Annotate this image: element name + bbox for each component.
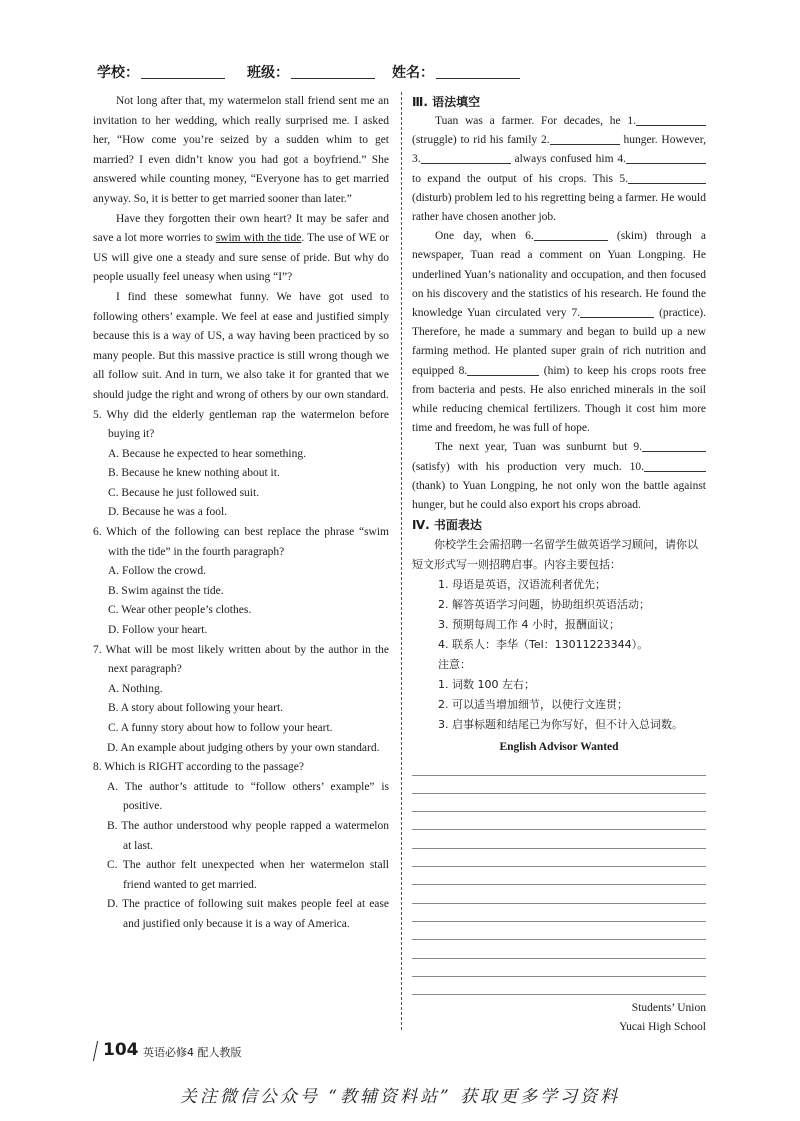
requirement-item: 2. 解答英语学习问题，协助组织英语活动； <box>438 598 650 612</box>
answer-option[interactable]: B. Swim against the tide. <box>108 584 224 597</box>
blank-7[interactable] <box>580 305 654 318</box>
school-label: 学校： <box>97 65 139 81</box>
answer-option[interactable]: D. Follow your heart. <box>108 624 208 637</box>
question-5 <box>93 406 389 524</box>
answer-option[interactable]: A. The author’s attitude to “follow others’ example” is positive. <box>107 780 389 813</box>
text-span: Tuan was a farmer. For decades, he 1. <box>435 115 636 127</box>
answer-option[interactable]: A. Nothing. <box>108 682 163 695</box>
grammar-paragraph <box>412 227 706 438</box>
answer-option[interactable]: C. Wear other people’s clothes. <box>108 604 252 617</box>
answer-option[interactable]: D. The practice of following suit makes people feel at ease and justified only because it is a way of America. <box>107 898 389 930</box>
note-item: 2. 可以适当增加细节，以使行文连贯； <box>438 698 628 712</box>
text-span: hunger. However, 3. <box>412 134 706 166</box>
answer-option[interactable]: C. Because he just followed suit. <box>108 486 260 499</box>
writing-line[interactable] <box>412 959 706 977</box>
name-label: 姓名： <box>392 65 434 81</box>
writing-line[interactable] <box>412 830 706 848</box>
question-8 <box>93 758 389 934</box>
book-title: 英语必修4 配人教版 <box>143 1046 242 1059</box>
section-title-grammar: Ⅲ. 语法填空 <box>412 95 481 109</box>
writing-line[interactable] <box>412 757 706 775</box>
writing-line[interactable] <box>412 904 706 922</box>
text-span: (thank) to Yuan Longping, he not only won the battle against hunger, but he could also export his crops abroad. <box>412 479 706 512</box>
underlined-phrase: swim with the tide <box>215 232 302 245</box>
question-stem: 5. Why did the elderly gentleman rap the watermelon before buying it? <box>93 408 389 441</box>
writing-line[interactable] <box>412 977 706 995</box>
writing-line[interactable] <box>412 794 706 812</box>
blank-3[interactable] <box>421 151 511 164</box>
reading-column <box>93 92 389 935</box>
column-divider <box>401 92 402 1030</box>
class-field[interactable] <box>247 62 375 82</box>
answer-option[interactable]: D. An example about judging others by your own standard. <box>107 741 380 754</box>
requirement-item: 1. 母语是英语，汉语流利者优先； <box>438 578 606 592</box>
answer-option[interactable]: C. The author felt unexpected when her watermelon stall friend wanted to get married. <box>107 859 389 891</box>
passage-paragraph <box>93 210 389 288</box>
blank-8[interactable] <box>467 363 539 376</box>
class-label: 班级： <box>247 65 289 81</box>
blank-4[interactable] <box>626 151 706 164</box>
name-line[interactable] <box>436 65 520 79</box>
page-number: 104 <box>103 1040 139 1060</box>
passage-paragraph: Not long after that, my watermelon stall friend sent me an invitation to her wedding, which really surprised me. I asked her, “How come you’re seized by a sudden whim to get married? I even didn’t know you had got a boyfriend.” She answered while counting money, “Everyone has to get married anyway. So, it is better to get married sooner than later.” <box>93 95 389 205</box>
blank-5[interactable] <box>628 171 706 184</box>
text-span: (practice). Therefore, he made a summary and began to build up a new farming method. He planted super grain of rich nutrition and equipped 8. <box>412 307 707 377</box>
answer-option[interactable]: B. A story about following your heart. <box>108 702 284 715</box>
answer-option[interactable]: A. Follow the crowd. <box>108 565 207 578</box>
grammar-paragraph <box>412 112 706 227</box>
blank-10[interactable] <box>644 459 706 472</box>
text-span: The next year, Tuan was sunburnt but 9. <box>435 441 642 454</box>
text-span: (satisfy) with his production very much. 10. <box>412 460 644 473</box>
text-span: (him) to keep his crops roots free from bacteria and pests. He also enriched minerals in the soil while reducing chemical fertilizers. Though it cost him more time and freedom, he was full of hope. <box>412 364 707 435</box>
blank-6[interactable] <box>534 228 608 241</box>
blank-9[interactable] <box>642 439 706 452</box>
requirement-item: 3. 预期每周工作 4 小时，报酬面议； <box>438 618 620 632</box>
passage-paragraph: I find these somewhat funny. We have got used to following others’ example. We feel at ease and justified simply because this is a way of US, a way having been practiced by so many people. But this massive practice is still wrong though we all follow suit. And in turn, we also take it for granted that we should judge the right and wrong of others by our own standard. <box>93 290 389 401</box>
text-span: Have they forgotten their own heart? It may be safer and save a lot more worries to <box>93 212 389 245</box>
text-span: to expand the output of his crops. This 5. <box>412 172 628 185</box>
writing-line[interactable] <box>412 940 706 958</box>
question-stem: 7. What will be most likely written about by the author in the next paragraph? <box>93 643 389 676</box>
class-line[interactable] <box>291 65 375 79</box>
watermark-text: 关注微信公众号 “教辅资料站” 获取更多学习资料 <box>179 1087 621 1107</box>
signature-school: Yucai High School <box>619 1021 706 1034</box>
writing-line[interactable] <box>412 849 706 867</box>
answer-option[interactable]: D. Because he was a fool. <box>108 506 228 519</box>
writing-line[interactable] <box>412 885 706 903</box>
student-info-header <box>0 60 800 84</box>
writing-line[interactable] <box>412 922 706 940</box>
answer-option[interactable]: B. The author understood why people rapped a watermelon at last. <box>107 819 389 852</box>
signature-org: Students’ Union <box>631 1002 706 1015</box>
right-column <box>412 92 706 1037</box>
blank-2[interactable] <box>550 132 620 145</box>
writing-title: English Advisor Wanted <box>499 741 619 754</box>
footer-slash <box>93 1041 100 1061</box>
question-stem: 8. Which is RIGHT according to the passage? <box>93 761 304 774</box>
text-span: (skim) through a newspaper, Tuan read a comment on Yuan Longping. He underlined Yuan’s nationality and occupation, and then focused on his discovery and the statistics of his research. He found the knowledge Yuan circulated very 7. <box>412 230 706 320</box>
text-span: . The use of WE or US will give one a steady and sure sense of pride. But why do people usually feel uneasy when using “I”? <box>93 232 389 284</box>
writing-prompt: 你校学生会需招聘一名留学生做英语学习顾问，请你以短文形式写一则招聘启事。内容主要包括： <box>412 538 698 572</box>
writing-line[interactable] <box>412 867 706 885</box>
writing-area[interactable] <box>412 757 706 995</box>
school-field[interactable] <box>97 62 225 82</box>
note-label: 注意： <box>438 658 471 672</box>
writing-line[interactable] <box>412 776 706 794</box>
text-span: (disturb) problem led to his regretting being a farmer. He would rather have chosen another job. <box>412 191 706 224</box>
question-7 <box>93 641 389 759</box>
note-item: 3. 启事标题和结尾已为你写好，但不计入总词数。 <box>438 718 683 732</box>
text-span: One day, when 6. <box>435 230 534 243</box>
answer-option[interactable]: C. A funny story about how to follow your heart. <box>108 722 333 734</box>
text-span: always confused him 4. <box>514 153 627 166</box>
answer-option[interactable]: B. Because he knew nothing about it. <box>108 467 280 480</box>
requirement-item: 4. 联系人：李华（Tel：13011223344）。 <box>438 638 649 652</box>
name-field[interactable] <box>392 62 520 82</box>
writing-line[interactable] <box>412 812 706 830</box>
text-span: (struggle) to rid his family 2. <box>412 134 550 147</box>
grammar-paragraph <box>412 438 706 515</box>
question-6 <box>93 523 389 641</box>
note-item: 1. 词数 100 左右； <box>438 678 535 692</box>
section-title-writing: Ⅳ. 书面表达 <box>412 518 482 533</box>
blank-1[interactable] <box>636 113 706 126</box>
school-line[interactable] <box>141 65 225 79</box>
question-stem: 6. Which of the following can best replace the phrase “swim with the tide” in the fourth paragraph? <box>93 526 389 558</box>
answer-option[interactable]: A. Because he expected to hear something. <box>108 447 306 460</box>
